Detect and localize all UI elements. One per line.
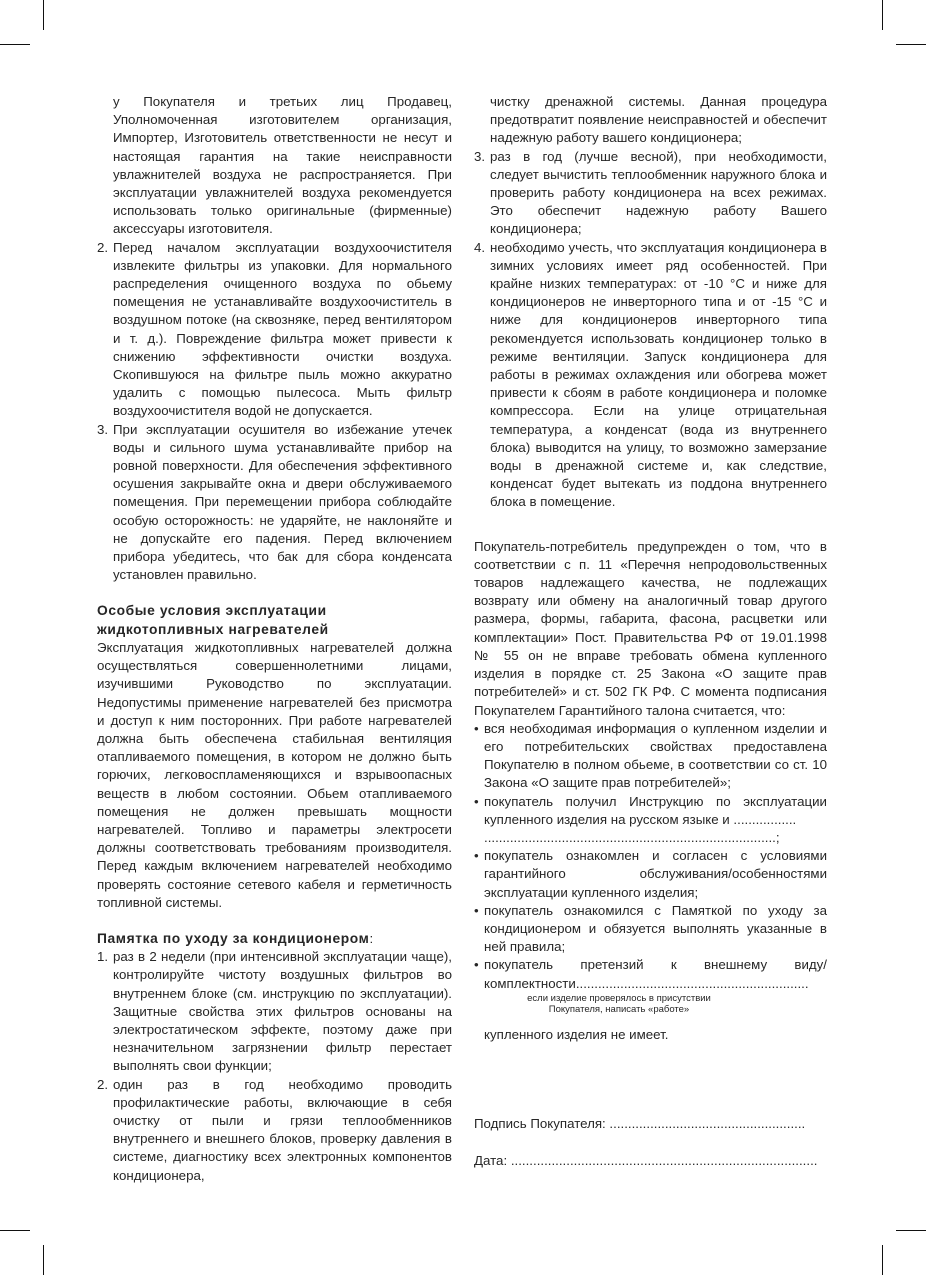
crop-mark: [882, 0, 883, 30]
bullet-text: покупатель ознакомился с Памяткой по уходу за кондиционером и обязуется выполнять указанные в ней правила;: [484, 902, 827, 955]
crop-mark: [0, 1230, 30, 1231]
consumer-paragraph: Покупатель-потребитель предупрежден о том, что в соответствии с п. 11 «Перечня непродовольственных товаров надлежащего качества, не подлежащих возврату или обмену на аналогичный товар другого размера, формы, габарита, фасона, расцветки или комплектации» Пост. Правительства РФ от 19.01.1998 № 55 он не вправе требовать обмена купленного изделия в порядке ст. 25 Закона «О защите прав потребителей» и ст. 502 ГК РФ. С момента подписания Покупателем Гарантийного талона считается, что:: [474, 538, 827, 718]
heaters-heading: Особые условия эксплуатации жидкотопливных нагревателей: [97, 603, 329, 637]
ac-heading-colon: :: [369, 930, 374, 946]
list-number: 3.: [97, 421, 109, 437]
date-field: Дата: ...................................................................................: [474, 1153, 818, 1168]
list-item: [97, 421, 452, 585]
bullet-icon: •: [474, 720, 479, 736]
footnote: [474, 993, 764, 1016]
list-number: 4.: [474, 239, 486, 255]
list-number: 2.: [97, 239, 109, 255]
bullet-item: [474, 956, 827, 992]
bullet-text: покупатель претензий к внешнему виду/комплектности...............................................................: [484, 957, 827, 991]
crop-mark: [896, 44, 926, 45]
list-item: [474, 148, 827, 239]
list-number: 2.: [97, 1076, 109, 1092]
crop-mark: [0, 44, 30, 45]
list-text: раз в 2 недели (при интенсивной эксплуатации чаще), контролируйте чистоту воздушных фильтров во внутреннем блоке (см. инструкцию по эксплуатации). Защитные свойства этих фильтров основаны на электростатическом эффекте, поэтому даже при незначительном загрязнении фильтр перестает выполнять свои функции;: [113, 949, 452, 1074]
bullet-item: [474, 847, 827, 902]
crop-mark: [896, 1230, 926, 1231]
list-text: необходимо учесть, что эксплуатация кондиционера в зимних условиях имеет ряд особенностей. При крайне низких температурах: от -10 °С и ниже для кондиционеров не инверторного типа и от -15 °С и ниже для кондиционеров инверторного типа рекомендуется использовать кондиционер только в режиме вентиляции. Запуск кондиционера для работы в режимах охлаждения или обогрева может привести к сбоям в работе кондиционера и поломке компрессора. Если на улице отрицательная температура, а конденсат (вода из внутреннего блока) выводится на улицу, то возможно замерзание воды в дренажной системе и, как следствие, конденсат будет вытекать из поддона внутреннего блока в помещение.: [490, 239, 827, 510]
list-item: [97, 948, 452, 1075]
list-number: 1.: [97, 949, 109, 965]
heaters-paragraph: Эксплуатация жидкотопливных нагревателей должна осуществляться совершеннолетними лицами, изучившими Руководство по эксплуатации. Недопустимы применение нагревателей без присмотра и доступ к ним посторонних. При работе нагревателей должна быть обеспечена стабильная вентиляция отапливаемого помещения, в котором не должно быть горючих, легковоспламеняющихся и взрывоопасных веществ в любом состоянии. Обьем отапливаемого помещения не должен превышать мощности нагревателей. Топливо и параметры электросети должны соответствовать требованиям производителя. Перед каждым включением нагревателей необходимо проверять состояние сетевого кабеля и герметичность топливной системы.: [97, 639, 452, 910]
list-number: 3.: [474, 148, 486, 164]
intro-paragraph: у Покупателя и третьих лиц Продавец, Уполномоченная изготовителем организация, Импортер, Изготовитель ответственности не несут и настоящая гарантия на такие неисправности увлажнителей воздуха не распространяется. При эксплуатации увлажнителей воздуха рекомендуется использовать только оригинальные (фирменные) аксессуары изготовителя.: [113, 94, 452, 237]
crop-mark: [882, 1245, 883, 1275]
list-text: При эксплуатации осушителя во избежание утечек воды и сильного шума устанавливайте прибор на ровной поверхности. Для обеспечения эффективного осушения закрывайте окна и двери обслуживаемого помещения. При перемещении прибора соблюдайте особую осторожность: не ударяйте, не наклоняйте и не допускайте его падения. Перед включением прибора убедитесь, что бак для сбора конденсата установлен правильно.: [113, 421, 452, 583]
bullet-item: [474, 902, 827, 957]
bullet-text: покупатель получил Инструкцию по эксплуатации купленного изделия на русском языке и .................: [484, 793, 827, 827]
footnote-line: если изделие проверялось в присутствии: [527, 992, 711, 1004]
crop-mark: [43, 0, 44, 30]
list-text: Перед началом эксплуатации воздухоочистителя извлеките фильтры из упаковки. Для нормального распределения очищенного воздуха по обьему помещения не устанавливайте воздухоочиститель в воздушном потоке (на сквозняке, перед вентилятором и т. д.). Повреждение фильтра может привести к снижению эффективности очистки воздуха. Скопившуюся на фильтре пыль можно аккуратно удалить с помощью пылесоса. Мыть фильтр воздухоочистителя водой не допускается.: [113, 239, 452, 419]
continuation-paragraph: чистку дренажной системы. Данная процедура предотвратит появление неисправностей и обеспечит надежную работу вашего кондиционера;: [490, 94, 827, 146]
list-item: [97, 239, 452, 421]
bullet-icon: •: [474, 793, 479, 809]
bullet-icon: •: [474, 848, 479, 864]
list-item: [474, 239, 827, 512]
fill-in-line: ...............................................................................;: [484, 829, 780, 845]
bullet-text: вся необходимая информация о купленном изделии и его потребительских свойствах предоставлена Покупателю в полном обьеме, в соответствии со ст. 10 Закона «О защите прав потребителей»;: [484, 720, 827, 791]
list-item: [97, 1076, 452, 1185]
signature-field: Подпись Покупателя: .....................................................: [474, 1116, 806, 1131]
bullet-text: покупатель ознакомлен и согласен с условиями гарантийного обслуживания/особенностями эксплуатации купленного изделия;: [484, 848, 827, 900]
list-text: один раз в год необходимо проводить профилактические работы, включающие в себя очистку от пыли и грязи теплообменников внутреннего и внешнего блоков, проверку давления в системе, диагностику всех электронных компонентов кондиционера,: [113, 1076, 452, 1183]
ac-heading-line: [97, 930, 452, 948]
crop-mark: [43, 1245, 44, 1275]
list-text: раз в год (лучше весной), при необходимости, следует вычистить теплообменник наружного блока и проверить работу кондиционера на всех режимах. Это обеспечит надежную работу Вашего кондиционера;: [490, 148, 827, 237]
left-column: [97, 93, 452, 1185]
bullet-icon: •: [474, 957, 479, 973]
ac-heading: Памятка по уходу за кондиционером: [97, 930, 370, 946]
bought-text: купленного изделия не имеет.: [484, 1026, 669, 1042]
footnote-line: Покупателя, написать «работе»: [548, 1004, 690, 1016]
right-column: [474, 93, 827, 1044]
bullet-icon: •: [474, 902, 479, 918]
bullet-item: [474, 793, 827, 848]
bullet-item: [474, 720, 827, 793]
